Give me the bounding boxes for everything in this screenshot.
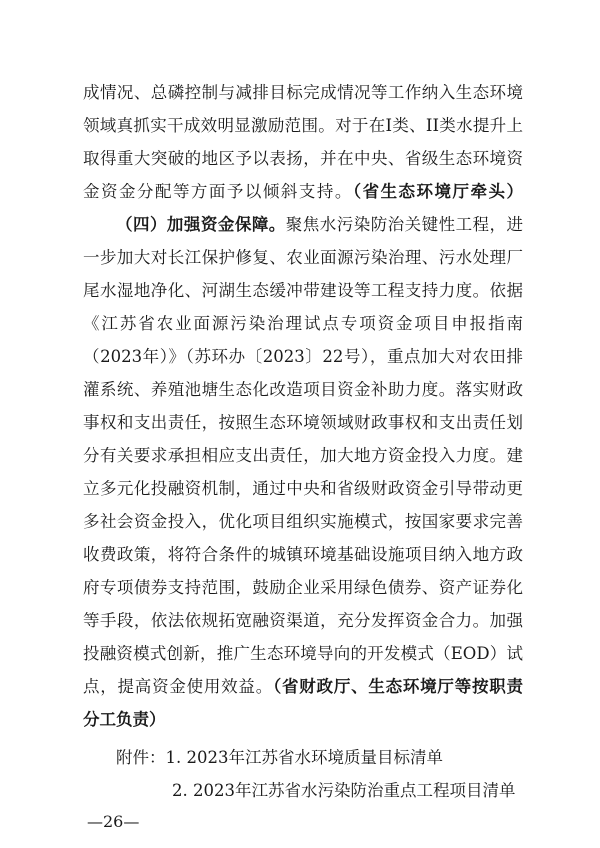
section-heading: （四）加强资金保障。 bbox=[116, 215, 286, 234]
attachment-item: 2. 2023年江苏省水污染防治重点工程项目清单 bbox=[172, 781, 516, 800]
page-number: —26— bbox=[87, 812, 140, 831]
body-line: 领域真抓实干成效明显激励范围。对于在I类、II类水提升上 bbox=[83, 116, 523, 135]
body-line: 等手段，依法依规拓宽融资渠道，充分发挥资金合力。加强 bbox=[83, 611, 523, 630]
attachment-label: 附件： bbox=[116, 748, 166, 767]
body-line bbox=[116, 215, 523, 235]
responsible-department: （省生态环境厅牵头） bbox=[352, 182, 524, 201]
body-line: 取得重大突破的地区予以表扬，并在中央、省级生态环境资 bbox=[83, 149, 523, 168]
body-text: 金资金分配等方面予以倾斜支持。 bbox=[83, 182, 353, 201]
body-line: 灌系统、养殖池塘生态化改造项目资金补助力度。落实财政 bbox=[83, 380, 523, 399]
body-line: （2023年）》（苏环办〔2023〕22号），重点加大对农田排 bbox=[83, 347, 523, 366]
body-text: 点，提高资金使用效益。 bbox=[83, 677, 273, 696]
responsible-department: 分工负责） bbox=[83, 710, 166, 729]
body-line: 立多元化投融资机制，通过中央和省级财政资金引导带动更 bbox=[83, 479, 523, 498]
attachment-item: 1. 2023年江苏省水环境质量目标清单 bbox=[165, 748, 443, 767]
body-line: 分有关要求承担相应支出责任，加大地方资金投入力度。建 bbox=[83, 446, 523, 465]
body-line: 《江苏省农业面源污染治理试点专项资金项目申报指南 bbox=[83, 314, 523, 333]
body-line: 尾水湿地净化、河湖生态缓冲带建设等工程支持力度。依据 bbox=[83, 281, 523, 300]
body-line bbox=[83, 677, 523, 697]
body-line: 多社会资金投入，优化项目组织实施模式，按国家要求完善 bbox=[83, 512, 523, 531]
body-text: 聚焦水污染防治关键性工程，进 bbox=[285, 215, 524, 234]
responsible-department: （省财政厅、生态环境厅等按职责 bbox=[272, 677, 524, 696]
body-line: 投融资模式创新，推广生态环境导向的开发模式（EOD）试 bbox=[83, 644, 523, 663]
body-line: 成情况、总磷控制与减排目标完成情况等工作纳入生态环境 bbox=[83, 83, 523, 102]
attachment-list bbox=[116, 748, 443, 768]
body-line: 事权和支出责任，按照生态环境领域财政事权和支出责任划 bbox=[83, 413, 523, 432]
body-line: 一步加大对长江保护修复、农业面源污染治理、污水处理厂 bbox=[83, 248, 523, 267]
body-line: 收费政策，将符合条件的城镇环境基础设施项目纳入地方政 bbox=[83, 545, 523, 564]
body-line: 府专项债券支持范围，鼓励企业采用绿色债券、资产证券化 bbox=[83, 578, 523, 597]
body-line bbox=[83, 182, 523, 202]
